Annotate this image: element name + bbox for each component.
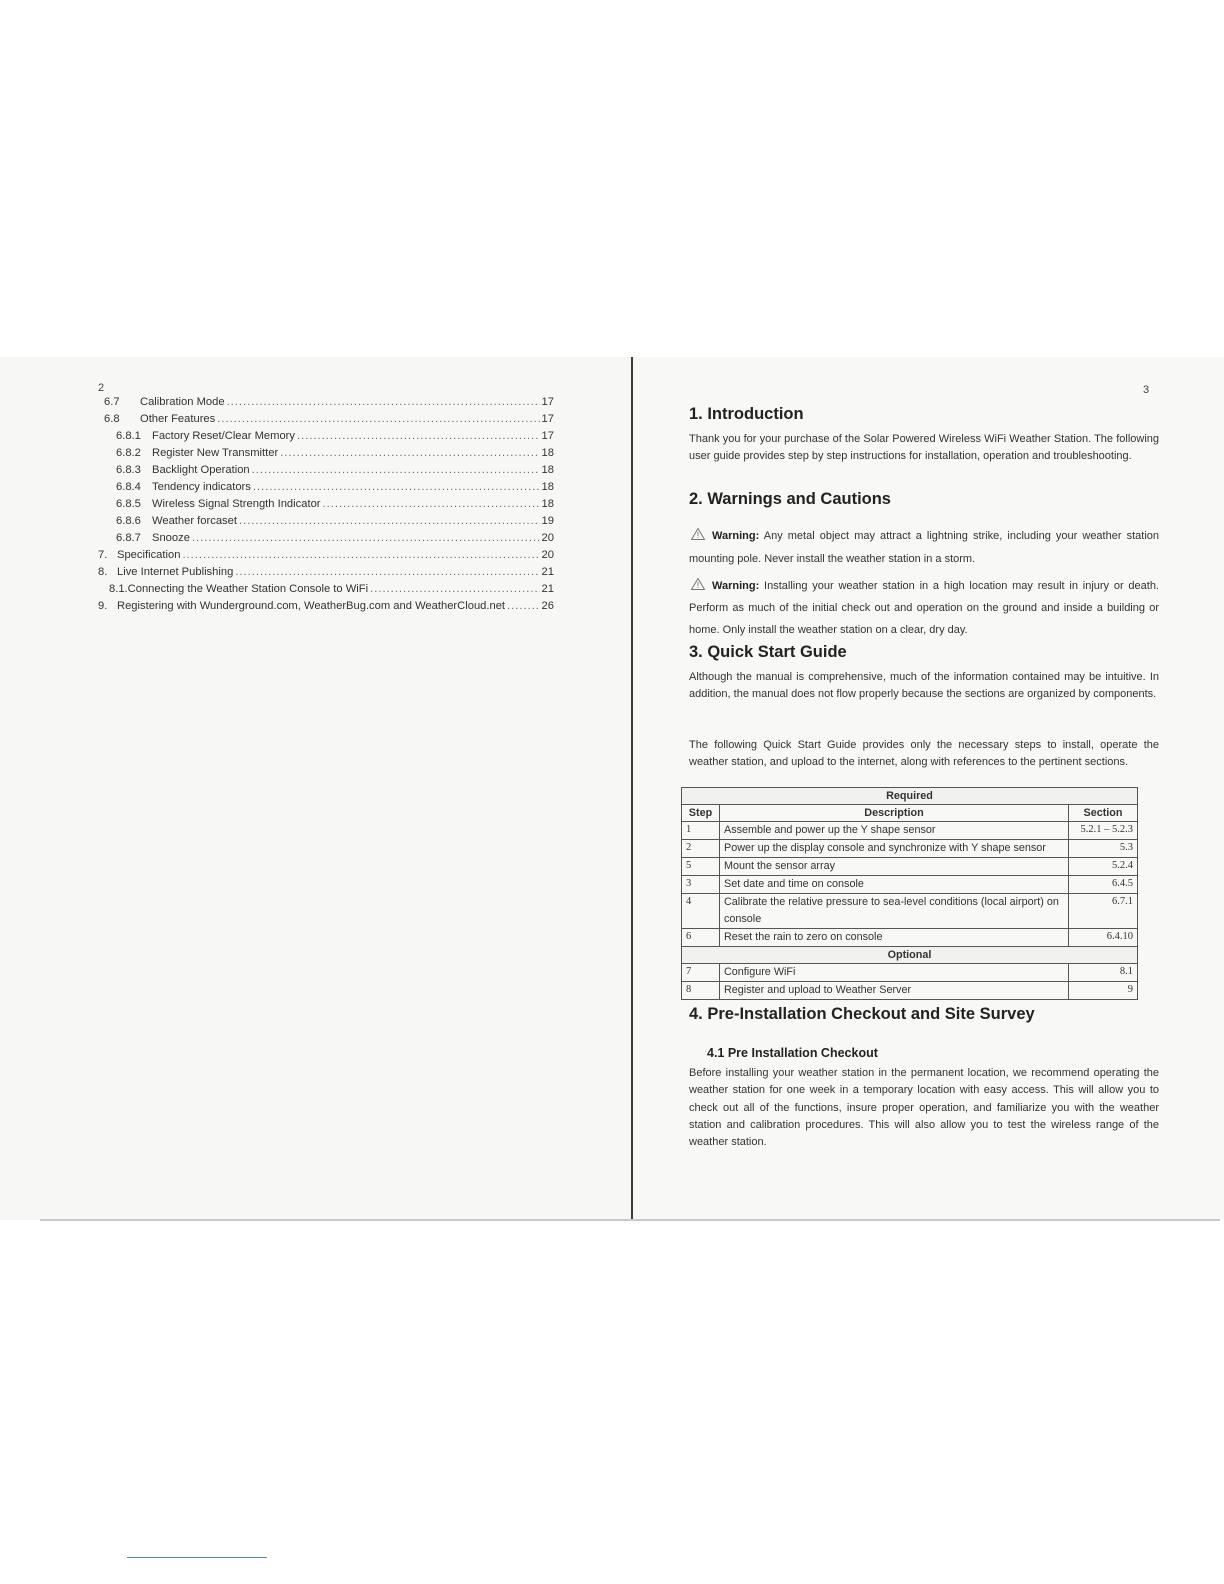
quick-start-table xyxy=(681,787,1138,1000)
toc-leader-dots xyxy=(239,513,540,530)
table-row xyxy=(682,964,1138,982)
toc-entry-title: Live Internet Publishing xyxy=(117,566,234,578)
toc-entry-number: 6.8.7 xyxy=(116,532,141,544)
section-heading-quick-start: 3. Quick Start Guide xyxy=(689,643,847,661)
toc-entry xyxy=(98,547,554,564)
toc-entry-page: 21 xyxy=(541,566,554,578)
toc-entry-title: Registering with Wunderground.com, WeatherBug.com and WeatherCloud.net xyxy=(117,600,506,612)
table-cell-description: Reset the rain to zero on console xyxy=(720,929,1069,947)
toc-entry xyxy=(116,445,554,462)
table-cell-section: 5.3 xyxy=(1069,840,1138,858)
column-header-section: Section xyxy=(1069,805,1138,822)
optional-label: Optional xyxy=(682,947,1138,964)
intro-paragraph: Thank you for your purchase of the Solar Powered Wireless WiFi Weather Station. The following user guide provides step by step instructions for installation, operation and troubleshooting. xyxy=(689,433,1159,463)
toc-entry-number: 9. xyxy=(98,600,108,612)
table-group-header xyxy=(682,788,1138,805)
table-cell-section: 5.2.1 – 5.2.3 xyxy=(1069,822,1138,840)
toc-leader-dots xyxy=(297,428,540,445)
toc-entry-page: 18 xyxy=(541,464,554,476)
toc-entry xyxy=(109,581,554,598)
toc-entry-page: 18 xyxy=(541,498,554,510)
toc-entry-number: 6.8.5 xyxy=(116,498,141,510)
page-number: 2 xyxy=(98,382,105,394)
toc-leader-dots xyxy=(217,411,539,428)
warning-label: Warning: xyxy=(712,530,760,542)
toc-leader-dots xyxy=(182,547,539,564)
warning-lightning xyxy=(689,525,1159,570)
toc-entry-page: 19 xyxy=(541,515,554,527)
right-page xyxy=(633,357,1224,1220)
table-cell-section: 9 xyxy=(1069,982,1138,1000)
table-cell-step: 1 xyxy=(682,822,720,840)
table-group-header xyxy=(682,947,1138,964)
toc-entry xyxy=(98,564,554,581)
toc-entry-page: 20 xyxy=(541,532,554,544)
table-cell-description: Calibrate the relative pressure to sea-level conditions (local airport) on console xyxy=(720,894,1069,929)
table-cell-step: 2 xyxy=(682,840,720,858)
table-cell-section: 6.7.1 xyxy=(1069,894,1138,929)
svg-text:!: ! xyxy=(696,581,700,590)
toc-entry-title: Backlight Operation xyxy=(152,464,250,476)
warning-height xyxy=(689,575,1159,641)
toc-entry-page: 18 xyxy=(541,447,554,459)
pre-installation-paragraph: Before installing your weather station in the permanent location, we recommend operating the weather station for one week in a temporary location with easy access. This will allow you to check out all of the functions, insure proper operation, and familiarize you with the weather station and calibration procedures. This will also allow you to test the wireless range of the weather station. xyxy=(689,1067,1159,1149)
toc-leader-dots xyxy=(227,394,540,411)
toc-entry-title: Tendency indicators xyxy=(152,481,251,493)
table-row xyxy=(682,822,1138,840)
toc-entry-page: 17 xyxy=(541,413,554,425)
toc-entry-page: 26 xyxy=(541,600,554,612)
section-heading-introduction: 1. Introduction xyxy=(689,405,804,423)
toc-entry xyxy=(116,428,554,445)
table-cell-step: 7 xyxy=(682,964,720,982)
toc-leader-dots xyxy=(253,479,540,496)
table-cell-section: 6.4.10 xyxy=(1069,929,1138,947)
toc-leader-dots xyxy=(192,530,540,547)
toc-entry-title: Snooze xyxy=(152,532,190,544)
table-cell-step: 6 xyxy=(682,929,720,947)
toc-entry xyxy=(116,496,554,513)
toc-entry-number: 6.8 xyxy=(104,413,120,425)
toc-entry-number: 6.8.3 xyxy=(116,464,141,476)
table-cell-step: 3 xyxy=(682,876,720,894)
warning-icon xyxy=(691,528,705,540)
table-cell-step: 5 xyxy=(682,858,720,876)
warning-text: Installing your weather station in a high location may result in injury or death. Perform as much of the initial check out and operation on the ground and inside a building or home. Only install the weather station on a clear, dry day. xyxy=(689,580,1159,636)
table-row xyxy=(682,858,1138,876)
toc-leader-dots xyxy=(280,445,539,462)
warning-text: Any metal object may attract a lightning strike, including your weather station mounting pole. Never install the weather station in a storm. xyxy=(689,530,1159,565)
table-cell-description: Power up the display console and synchronize with Y shape sensor xyxy=(720,840,1069,858)
column-header-step: Step xyxy=(682,805,720,822)
toc-entry-title: Calibration Mode xyxy=(140,396,225,408)
toc-entry xyxy=(116,513,554,530)
toc-entry-page: 21 xyxy=(541,583,554,595)
toc-leader-dots xyxy=(370,581,539,598)
page-number: 3 xyxy=(1143,384,1150,396)
warning-label: Warning: xyxy=(712,580,760,592)
column-header-description: Description xyxy=(720,805,1069,822)
toc-entry-title: Register New Transmitter xyxy=(152,447,279,459)
table-row xyxy=(682,894,1138,929)
toc-entry-number: 6.8.2 xyxy=(116,447,141,459)
toc-entry xyxy=(116,479,554,496)
table-row xyxy=(682,982,1138,1000)
toc-entry xyxy=(116,530,554,547)
toc-entry xyxy=(98,598,554,615)
underline-mark xyxy=(127,1557,267,1558)
toc-entry-title: Weather forcaset xyxy=(152,515,237,527)
section-heading-warnings: 2. Warnings and Cautions xyxy=(689,490,891,508)
toc-entry-number: 6.8.4 xyxy=(116,481,141,493)
toc-entry-title: Factory Reset/Clear Memory xyxy=(152,430,295,442)
toc-entry-title: Specification xyxy=(117,549,181,561)
table-row xyxy=(682,840,1138,858)
table-cell-description: Register and upload to Weather Server xyxy=(720,982,1069,1000)
quick-start-paragraph: Although the manual is comprehensive, much of the information contained may be intuitive. In addition, the manual does not flow properly because the sections are organized by components. xyxy=(689,671,1159,701)
toc-entry-number: 6.8.6 xyxy=(116,515,141,527)
table-cell-step: 8 xyxy=(682,982,720,1000)
toc-entry xyxy=(104,394,554,411)
table-row xyxy=(682,876,1138,894)
toc-leader-dots xyxy=(507,598,540,615)
toc-entry-number: 8. xyxy=(98,566,108,578)
required-label: Required xyxy=(682,788,1138,805)
toc-entry-number: 7. xyxy=(98,549,108,561)
toc-entry xyxy=(104,411,554,428)
toc-entry-title: Wireless Signal Strength Indicator xyxy=(152,498,321,510)
left-page xyxy=(0,357,633,1220)
table-row xyxy=(682,929,1138,947)
toc-leader-dots xyxy=(252,462,540,479)
quick-start-paragraph: The following Quick Start Guide provides only the necessary steps to install, operate the weather station, and upload to the internet, along with references to the pertinent sections. xyxy=(689,739,1159,769)
table-cell-description: Assemble and power up the Y shape sensor xyxy=(720,822,1069,840)
toc-entry-page: 18 xyxy=(541,481,554,493)
toc-leader-dots xyxy=(235,564,539,581)
toc-entry xyxy=(116,462,554,479)
page-bottom-edge xyxy=(40,1219,1220,1221)
table-cell-section: 6.4.5 xyxy=(1069,876,1138,894)
table-cell-description: Mount the sensor array xyxy=(720,858,1069,876)
table-cell-description: Set date and time on console xyxy=(720,876,1069,894)
toc-entry-title: Other Features xyxy=(140,413,216,425)
toc-entry-number: 6.8.1 xyxy=(116,430,141,442)
table-cell-section: 5.2.4 xyxy=(1069,858,1138,876)
warning-icon xyxy=(691,578,705,590)
table-cell-section: 8.1 xyxy=(1069,964,1138,982)
table-cell-description: Configure WiFi xyxy=(720,964,1069,982)
table-cell-step: 4 xyxy=(682,894,720,929)
toc-entry-page: 20 xyxy=(541,549,554,561)
toc-entry-number: 6.7 xyxy=(104,396,120,408)
toc-entry-title: 8.1.Connecting the Weather Station Console to WiFi xyxy=(109,583,369,595)
table-header-row xyxy=(682,805,1138,822)
svg-text:!: ! xyxy=(696,531,700,540)
toc-leader-dots xyxy=(323,496,540,513)
section-heading-pre-installation: 4. Pre-Installation Checkout and Site Survey xyxy=(689,1005,1035,1023)
toc-entry-page: 17 xyxy=(541,396,554,408)
sub-heading-pre-installation-checkout: 4.1 Pre Installation Checkout xyxy=(707,1046,878,1060)
toc-entry-page: 17 xyxy=(541,430,554,442)
